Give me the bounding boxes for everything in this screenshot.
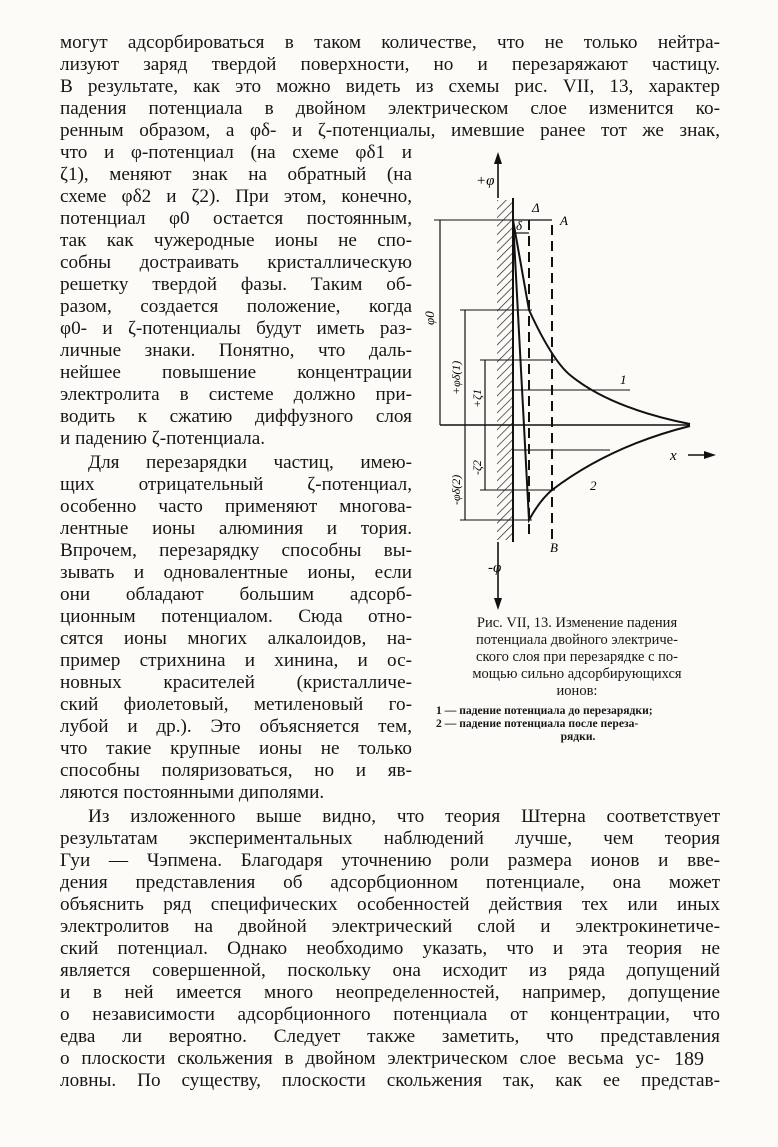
down-arrow-icon xyxy=(494,598,502,610)
text-line: личные знаки. Понятно, что даль- xyxy=(60,340,412,361)
text-line: новных красителей (кристалличе- xyxy=(60,672,412,693)
text-line: ляются постоянными диполями. xyxy=(60,782,325,803)
phi0-label: φ0 xyxy=(422,311,437,325)
text-line: объяснить ряд специфических особенностей действия тех или иных xyxy=(60,894,720,915)
delta-label: Δ xyxy=(532,200,540,215)
zeta2-label: -ζ2 xyxy=(470,460,484,475)
text-line: является совершенной, поскольку она исходит из ряда допущений xyxy=(60,960,720,981)
curve-1-label: 1 xyxy=(620,372,627,387)
text-line: ционным потенциалом. Сюда отно- xyxy=(60,606,412,627)
small-delta-label: δ xyxy=(516,218,523,233)
legend-line: 1 — падение потенциала до перезарядки; xyxy=(436,704,653,717)
text-line: сятся ионы многих алкалоидов, на- xyxy=(60,628,412,649)
caption-line: потенциала двойного электриче- xyxy=(476,632,678,648)
text-line: решетку твердой фазы. Таким об- xyxy=(60,274,412,295)
plus-phi-label: +φ xyxy=(476,173,495,189)
x-axis-label: x xyxy=(670,448,677,464)
text-line: ский фиолетовый, метиленовый го- xyxy=(60,694,412,715)
text-line: В результате, как это можно видеть из схемы рис. VII, 13, характер xyxy=(60,76,720,97)
text-line: φ0- и ζ-потенциалы будут иметь раз- xyxy=(60,318,412,339)
text-line: они обладают большим адсорб- xyxy=(60,584,412,605)
text-line: о независимости адсорбционного потенциала от концентрации, что xyxy=(60,1004,720,1025)
double-layer-potential-diagram xyxy=(420,150,720,610)
legend-line: 2 — падение потенциала после переза- xyxy=(436,717,639,730)
potential-curve-1 xyxy=(513,220,690,424)
potential-curve-2 xyxy=(513,220,690,520)
text-line: особенно часто применяют многова- xyxy=(60,496,412,517)
figure-caption xyxy=(434,615,720,700)
text-line: щих отрицательный ζ-потенциал, xyxy=(60,474,412,495)
text-line: и в ней имеется много неопределенностей, например, допущение xyxy=(60,982,720,1003)
plane-b-label: B xyxy=(550,540,558,555)
text-line: лубой и др.). Это объясняется тем, xyxy=(60,716,412,737)
text-line: потенциал φ0 остается постоянным, xyxy=(60,208,412,229)
up-arrow-icon xyxy=(494,152,502,164)
text-line: разом, создается положение, когда xyxy=(60,296,412,317)
text-line: падения потенциала в двойном электрическом слое изменится ко- xyxy=(60,98,720,119)
text-line: ренным образом, а φδ- и ζ-потенциалы, имевшие ранее тот же знак, xyxy=(60,120,720,141)
text-line: схеме φδ2 и ζ2). При этом, конечно, xyxy=(60,186,412,207)
text-line: что такие крупные ионы не только xyxy=(60,738,412,759)
text-line: пример стрихнина и хинина, и ос- xyxy=(60,650,412,671)
text-line: Гуи — Чэпмена. Благодаря уточнению роли размера ионов и вве- xyxy=(60,850,720,871)
text-line: лизуют заряд твердой поверхности, но и перезаряжают частицу. xyxy=(60,54,720,75)
caption-line: Рис. VII, 13. Изменение падения xyxy=(476,615,678,631)
text-line: лентные ионы алюминия и тория. xyxy=(60,518,412,539)
caption-line: ского слоя при перезарядке с по- xyxy=(476,649,678,665)
text-line: зывать и одновалентные ионы, если xyxy=(60,562,412,583)
curve-2-label: 2 xyxy=(590,478,597,493)
legend-line: рядки. xyxy=(560,730,596,743)
plane-a-label: A xyxy=(560,213,568,228)
minus-phi-label: -φ xyxy=(488,560,502,576)
figure-legend xyxy=(436,704,720,743)
text-line: ловны. По существу, плоскости скольжения так, как ее представ- xyxy=(60,1070,720,1091)
text-line: водить к сжатию диффузного слоя xyxy=(60,406,412,427)
text-line: нейшее повышение концентрации xyxy=(60,362,412,383)
phid2-label: -φδ(2) xyxy=(449,474,463,505)
caption-line: мощью сильно адсорбирующихся xyxy=(472,666,682,682)
text-line: что и φ-потенциал (на схеме φδ1 и xyxy=(60,142,412,163)
solid-phase-hatching xyxy=(497,200,513,540)
text-line: о плоскости скольжения в двойном электрическом слое весьма ус- xyxy=(60,1048,660,1069)
text-line: способны поляризоваться, но и яв- xyxy=(60,760,412,781)
text-line: собны достраивать кристаллическую xyxy=(60,252,412,273)
text-line: и падению ζ-потенциала. xyxy=(60,428,266,449)
text-line: результатам экспериментальных наблюдений лучше, чем теория xyxy=(60,828,720,849)
text-line: Впрочем, перезарядку способны вы- xyxy=(60,540,412,561)
text-line: едва ли вероятно. Следует также заметить, что представления xyxy=(60,1026,720,1047)
page-number: 189 xyxy=(674,1048,704,1070)
zeta1-label: +ζ1 xyxy=(470,389,484,408)
text-line: дения представления об адсорбционном потенциале, она может xyxy=(60,872,720,893)
text-line: ский потенциал. Однако необходимо указать, что и эта теория не xyxy=(60,938,720,959)
text-line: Для перезарядки частиц, имею- xyxy=(88,452,412,473)
text-line: ζ1), меняют знак на обратный (на xyxy=(60,164,412,185)
caption-line: ионов: xyxy=(556,683,598,699)
text-line: так как чужеродные ионы не спо- xyxy=(60,230,412,251)
text-line: электролита в системе должно при- xyxy=(60,384,412,405)
text-line: Из изложенного выше видно, что теория Штерна соответствует xyxy=(88,806,720,827)
phid1-label: +φδ(1) xyxy=(449,360,463,395)
text-line: электролитов на двойной электрический слой и электрокинетиче- xyxy=(60,916,720,937)
text-line: могут адсорбироваться в таком количестве, что не только нейтра- xyxy=(60,32,720,53)
